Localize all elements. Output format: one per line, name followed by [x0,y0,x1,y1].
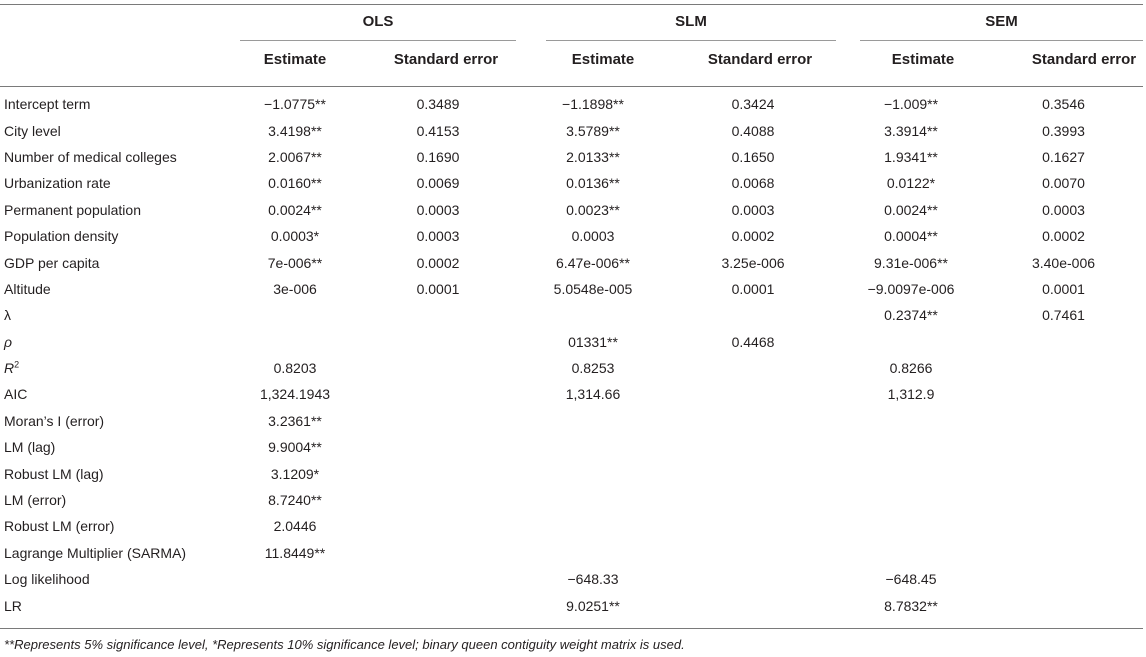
table-row [0,144,1143,170]
table-cell: −1.0775** [264,96,326,113]
table-cell [984,460,1143,486]
table-cell [518,540,668,566]
row-label [0,408,232,434]
table-cell [984,592,1143,618]
table-cell: 0.0002 [731,228,775,245]
table-cell [838,540,984,566]
table-cell: 1,312.9 [887,386,935,403]
table-cell [518,302,668,328]
table-row [0,540,1143,566]
table-cell [984,566,1143,592]
row-label [0,434,232,460]
table-cell: 0.0023** [566,201,620,218]
table-cell: 0.0122* [886,175,936,192]
row-label [0,487,232,513]
row-label-text: City level [4,122,61,139]
table-body [0,91,1143,619]
table-cell: 0.0160** [268,175,322,192]
table-cell: −9.0097e-006 [867,280,955,297]
table-row [0,276,1143,302]
row-label-text: Urbanization rate [4,175,111,192]
table-cell: 0.0004** [884,228,938,245]
table-cell: 0.0003* [270,228,320,245]
table-cell [358,566,518,592]
table-cell: 0.8203 [273,360,317,377]
row-label-text: Lagrange Multiplier (SARMA) [4,544,187,561]
table-row [0,91,1143,117]
table-cell [232,329,358,355]
table-cell [232,592,358,618]
table-cell [358,329,518,355]
row-label [0,566,232,592]
table-cell: 3.3914** [884,122,938,139]
table-cell [668,540,838,566]
table-row [0,170,1143,196]
row-label [0,249,232,275]
table-cell [668,487,838,513]
table-row [0,197,1143,223]
table-cell: 0.1650 [731,148,775,165]
table-cell: 0.3424 [731,96,775,113]
table-cell [232,566,358,592]
table-cell: 0.0070 [1042,175,1085,192]
table-cell: 9.31e-006** [874,254,948,271]
table-cell: 3.25e-006 [721,254,785,271]
header-bottom-rule [0,86,1143,87]
table-cell: 3.1209* [270,465,320,482]
table-cell: 0.0001 [416,280,460,297]
table-row [0,302,1143,328]
table-cell: −1.1898** [562,96,624,113]
table-cell: 1.9341** [884,148,938,165]
row-label [0,223,232,249]
row-label [0,197,232,223]
table-cell: 0.0003 [416,201,460,218]
table-cell [984,540,1143,566]
table-cell: 0.0001 [1042,280,1085,297]
row-label-text: ρ [4,333,13,350]
table-cell [358,487,518,513]
group-rule-slm [546,40,836,41]
row-label-text: AIC [4,386,28,403]
row-label [0,117,232,143]
table-cell: 8.7240** [268,492,322,509]
table-cell: 1,324.1943 [259,386,331,403]
table-cell: 1,314.66 [565,386,621,403]
table-cell [668,434,838,460]
table-cell: 0.4088 [731,122,775,139]
table-row [0,408,1143,434]
table-cell [838,487,984,513]
table-cell: 0.0003 [731,201,775,218]
row-label [0,355,232,381]
table-cell: 3.2361** [268,412,322,429]
row-label [0,302,232,328]
table-cell: 3.5789** [566,122,620,139]
row-label-text: LM (lag) [4,439,56,456]
table-cell [984,408,1143,434]
table-cell: 0.0136** [566,175,620,192]
table-cell: 6.47e-006** [556,254,630,271]
table-cell: 2.0133** [566,148,620,165]
table-cell [518,460,668,486]
table-cell [668,355,838,381]
group-header-ols: OLS [362,13,394,30]
table-cell: 0.3489 [416,96,460,113]
subheader-slm-estimate: Estimate [571,51,635,68]
table-top-rule [0,4,1143,5]
table-cell: 0.3546 [1042,96,1085,113]
table-cell [984,513,1143,539]
subheader-sem-std-error: Standard error [1031,51,1137,68]
table-row [0,329,1143,355]
row-label [0,329,232,355]
row-label-text: Robust LM (error) [4,518,115,535]
table-cell: 01331** [568,333,618,350]
table-cell: 8.7832** [884,597,938,614]
group-rule-ols [240,40,516,41]
table-cell: −1.009** [883,96,939,113]
table-cell [358,355,518,381]
table-cell: 0.8253 [571,360,615,377]
table-row [0,487,1143,513]
table-cell: −648.33 [567,571,619,588]
table-cell: 0.0003 [1042,201,1085,218]
table-row [0,249,1143,275]
row-label [0,91,232,117]
table-cell: 5.0548e-005 [553,280,633,297]
table-cell [668,408,838,434]
table-footnote: **Represents 5% significance level, *Represents 10% significance level; binary queen contiguity weight matrix is used. [4,637,685,652]
row-label-text: Number of medical colleges [4,148,177,165]
table-cell: 0.0002 [416,254,460,271]
row-label [0,513,232,539]
table-row [0,566,1143,592]
table-cell: 3e-006 [273,280,317,297]
table-cell: 0.1690 [416,148,460,165]
group-header-slm: SLM [675,13,707,30]
table-row [0,513,1143,539]
table-cell [518,408,668,434]
table-cell [358,302,518,328]
table-cell: 0.0003 [416,228,460,245]
row-label-text: Permanent population [4,201,141,218]
table-cell: 0.0002 [1042,228,1085,245]
row-label [0,381,232,407]
group-rule-sem [860,40,1143,41]
row-label-text: Population density [4,228,119,245]
row-label [0,540,232,566]
table-cell [518,513,668,539]
row-label [0,592,232,618]
table-cell [358,460,518,486]
table-cell: 11.8449** [264,544,326,561]
group-header-sem: SEM [985,13,1018,30]
table-cell [668,566,838,592]
table-cell [358,592,518,618]
subheader-ols-estimate: Estimate [263,51,327,68]
table-cell [984,434,1143,460]
table-cell [838,460,984,486]
table-cell [358,540,518,566]
row-label-text: GDP per capita [4,254,100,271]
table-row [0,434,1143,460]
table-cell [668,513,838,539]
table-cell: 9.0251** [566,597,620,614]
table-cell [358,408,518,434]
table-cell [984,381,1143,407]
table-cell [668,460,838,486]
table-cell: 0.0003 [571,228,615,245]
table-cell: 0.8266 [889,360,933,377]
table-cell [518,434,668,460]
table-cell: 2.0067** [268,148,322,165]
table-row [0,460,1143,486]
table-row [0,381,1143,407]
table-cell [838,408,984,434]
row-label [0,276,232,302]
table-cell: 0.7461 [1042,307,1085,324]
table-cell: 0.1627 [1042,148,1085,165]
subheader-ols-std-error: Standard error [393,51,499,68]
table-cell: 0.4153 [416,122,460,139]
table-cell: 0.2374** [884,307,938,324]
table-cell: 7e-006** [267,254,323,271]
table-row [0,223,1143,249]
row-label [0,460,232,486]
subheader-slm-std-error: Standard error [707,51,813,68]
table-cell: 0.4468 [731,333,775,350]
table-cell [358,381,518,407]
table-row [0,355,1143,381]
table-cell: 2.0446 [273,518,317,535]
table-cell [358,434,518,460]
table-cell [838,329,984,355]
row-label [0,144,232,170]
table-cell: −648.45 [885,571,937,588]
table-cell [984,355,1143,381]
table-cell: 0.0069 [416,175,460,192]
table-cell: 9.9004** [268,439,322,456]
row-label-text: LR [4,597,22,614]
table-cell: 0.0024** [884,201,938,218]
row-label [0,170,232,196]
table-cell: 3.40e-006 [1031,254,1096,271]
table-cell: 0.0024** [268,201,322,218]
row-label-text: Intercept term [4,96,91,113]
row-label-text: λ [4,307,11,324]
subheader-sem-estimate: Estimate [891,51,955,68]
row-label-text: Altitude [4,280,51,297]
table-cell [838,434,984,460]
table-cell [518,487,668,513]
table-cell: 3.4198** [268,122,322,139]
table-cell [984,329,1143,355]
table-row [0,117,1143,143]
table-cell: 0.0068 [731,175,775,192]
table-cell [232,302,358,328]
row-label-superscript: 2 [14,359,20,370]
row-label-text: Moran’s I (error) [4,412,105,429]
table-cell [984,487,1143,513]
table-cell: 0.3993 [1042,122,1085,139]
row-label-text: R [4,360,15,377]
table-cell [668,381,838,407]
table-cell [358,513,518,539]
table-cell [668,592,838,618]
row-label-text: LM (error) [4,492,67,509]
row-label-text: Robust LM (lag) [4,465,104,482]
table-cell [668,302,838,328]
table-cell [838,513,984,539]
table-row [0,592,1143,618]
table-bottom-rule [0,628,1143,629]
table-cell: 0.0001 [731,280,775,297]
row-label-text: Log likelihood [4,571,90,588]
